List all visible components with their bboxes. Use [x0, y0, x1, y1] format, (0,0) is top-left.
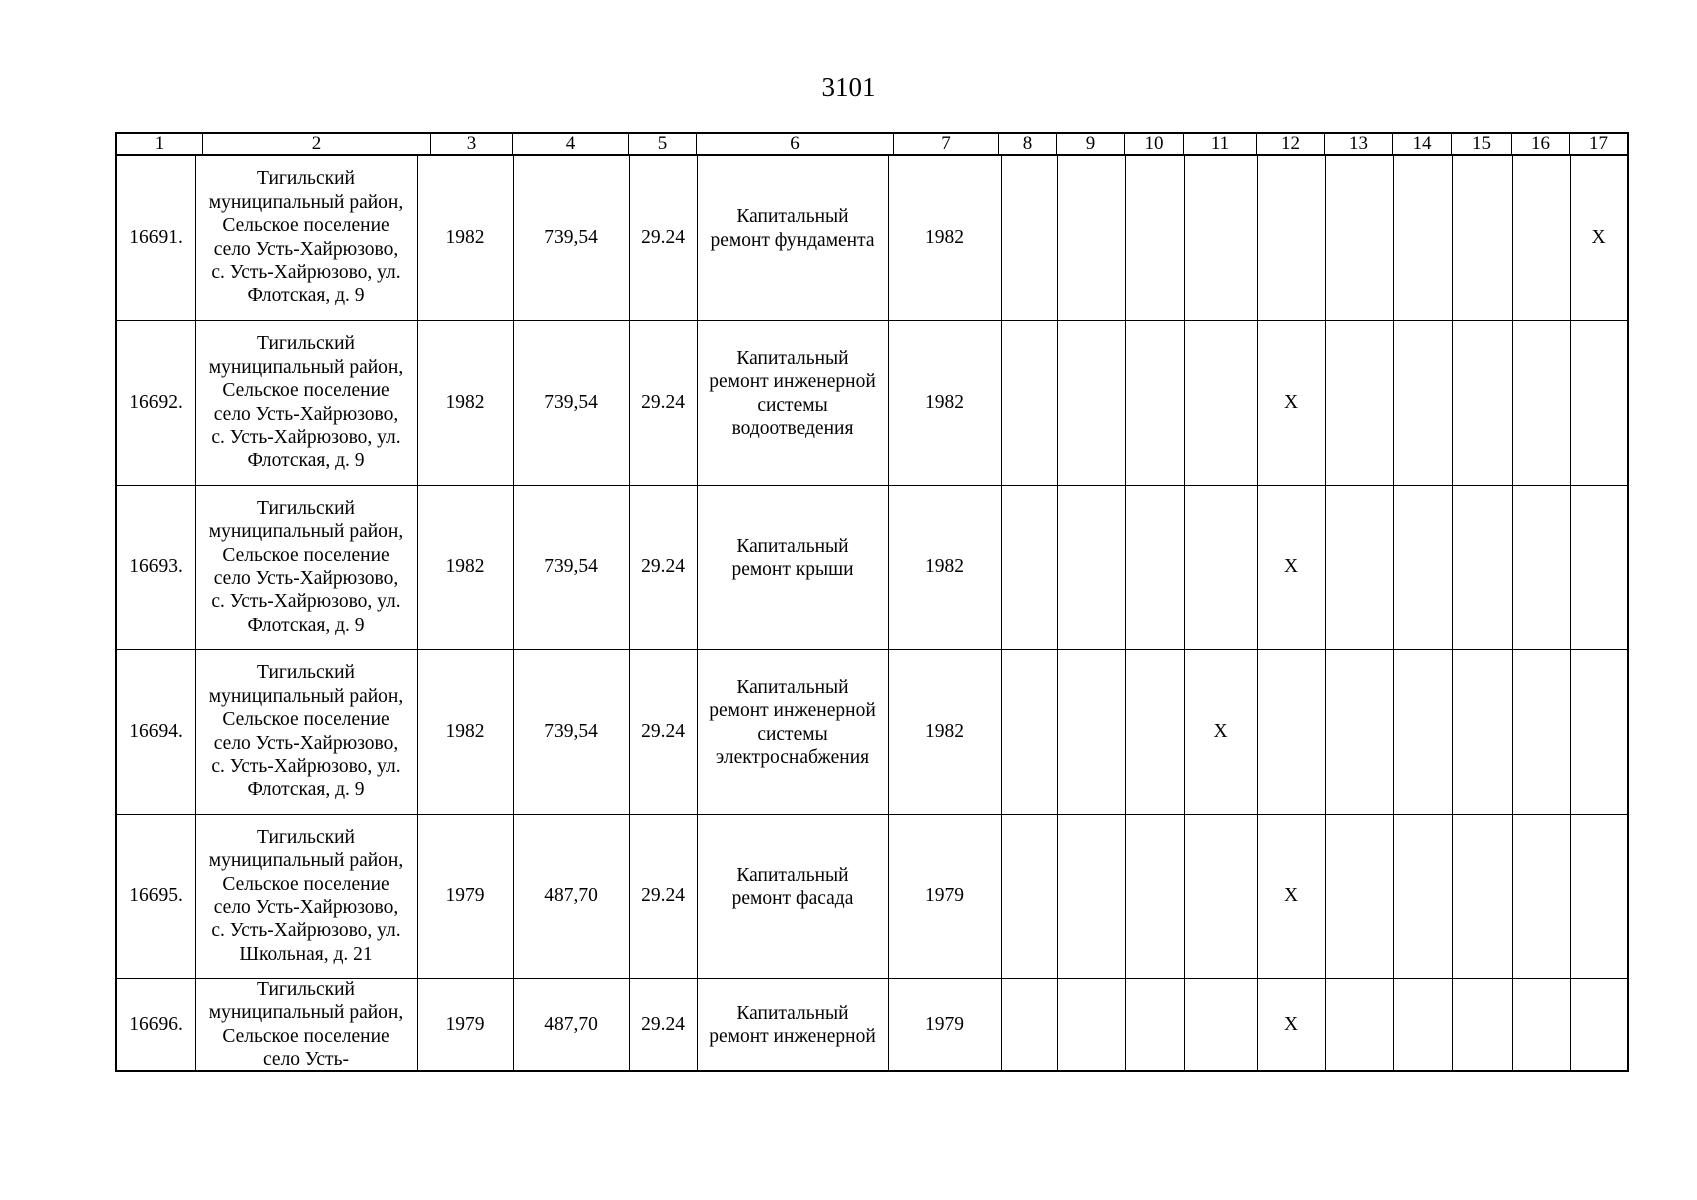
- work-type-text: Капитальный ремонт фасада: [731, 864, 854, 909]
- area-value: [513, 978, 629, 1072]
- header-col-2: 2: [203, 134, 431, 154]
- year-built: [417, 978, 513, 1072]
- code-value-text: 29.24: [641, 226, 685, 248]
- column-number-header: [115, 132, 1629, 156]
- code-value-text: 29.24: [641, 556, 685, 578]
- header-col-17: 17: [1589, 133, 1608, 154]
- header-col-11: 11: [1184, 134, 1257, 154]
- year-built: [417, 155, 513, 320]
- year-built-text: 1979: [445, 1014, 485, 1036]
- code-value: [629, 320, 697, 485]
- code-value: [629, 649, 697, 814]
- planned-year: [888, 320, 1001, 485]
- area-value-text: 487,70: [544, 885, 598, 907]
- area-value-text: 739,54: [544, 391, 598, 413]
- header-col-13: 13: [1325, 134, 1393, 154]
- header-col-16: 16: [1512, 134, 1570, 154]
- year-built-text: 1979: [445, 885, 485, 907]
- data-table: [115, 155, 1629, 1072]
- mark-col-17: [1570, 155, 1627, 320]
- area-value: [513, 649, 629, 814]
- work-type: [697, 978, 888, 1072]
- column-divider: [1393, 155, 1394, 1070]
- row-number: [117, 649, 195, 814]
- planned-year-text: 1982: [925, 391, 964, 413]
- header-col-10: 10: [1125, 134, 1184, 154]
- mark-col-12: [1257, 485, 1325, 649]
- row-number-text: 16694.: [129, 720, 183, 742]
- mark-col-12: [1257, 320, 1325, 485]
- address-cell: [195, 320, 417, 485]
- address-cell-text: Тигильский муниципальный район, Сельское поселение село Усть-Хайрюзово, с. Усть-Хайрюзово, ул. Флотская, д. 9: [208, 333, 404, 472]
- work-type-text: Капитальный ремонт инженерной: [709, 1002, 876, 1047]
- header-col-6: 6: [697, 134, 894, 154]
- year-built-text: 1982: [445, 556, 485, 578]
- planned-year-text: 1982: [925, 226, 964, 248]
- area-value-text: 739,54: [544, 556, 598, 578]
- work-type: [697, 649, 888, 814]
- address-cell-text: Тигильский муниципальный район, Сельское поселение село Усть-: [208, 979, 404, 1071]
- column-divider: [1057, 155, 1058, 1070]
- work-type: [697, 485, 888, 649]
- area-value: [513, 155, 629, 320]
- column-divider: [1512, 155, 1513, 1070]
- code-value: [629, 485, 697, 649]
- row-number-text: 16693.: [129, 556, 183, 578]
- mark-col-12: [1257, 978, 1325, 1072]
- row-number-text: 16691.: [129, 226, 183, 248]
- header-col-7: 7: [894, 134, 999, 154]
- header-col-9: 9: [1057, 134, 1125, 154]
- address-cell-text: Тигильский муниципальный район, Сельское поселение село Усть-Хайрюзово, с. Усть-Хайрюзово, ул. Флотская, д. 9: [208, 497, 404, 636]
- column-divider: [1125, 155, 1126, 1070]
- year-built-text: 1982: [445, 720, 485, 742]
- header-col-1: 1: [117, 134, 203, 154]
- address-cell: [195, 155, 417, 320]
- work-type: [697, 155, 888, 320]
- planned-year-text: 1982: [925, 556, 964, 578]
- year-built: [417, 485, 513, 649]
- row-number-text: 16692.: [129, 391, 183, 413]
- row-number-text: 16695.: [129, 885, 183, 907]
- address-cell: [195, 814, 417, 978]
- header-col-5: 5: [629, 134, 697, 154]
- planned-year-text: 1982: [925, 720, 964, 742]
- planned-year: [888, 978, 1001, 1072]
- planned-year: [888, 814, 1001, 978]
- code-value-text: 29.24: [641, 885, 685, 907]
- work-type-text: Капитальный ремонт фундамента: [710, 206, 875, 251]
- year-built: [417, 320, 513, 485]
- mark-col-12: [1257, 814, 1325, 978]
- address-cell: [195, 649, 417, 814]
- header-col-4: 4: [513, 134, 629, 154]
- code-value: [629, 155, 697, 320]
- address-cell: [195, 485, 417, 649]
- code-value-text: 29.24: [641, 391, 685, 413]
- address-cell: [195, 978, 417, 1072]
- work-type-text: Капитальный ремонт крыши: [731, 535, 854, 580]
- area-value: [513, 485, 629, 649]
- mark-col-17-text: X: [1591, 226, 1606, 248]
- work-type: [697, 814, 888, 978]
- row-number: [117, 155, 195, 320]
- column-divider: [1001, 155, 1002, 1070]
- code-value-text: 29.24: [641, 720, 685, 742]
- mark-col-11-text: X: [1213, 720, 1228, 742]
- year-built-text: 1982: [445, 226, 485, 248]
- work-type-text: Капитальный ремонт инженерной системы электроснабжения: [709, 676, 876, 768]
- planned-year: [888, 485, 1001, 649]
- code-value: [629, 814, 697, 978]
- planned-year-text: 1979: [925, 1014, 964, 1036]
- code-value: [629, 978, 697, 1072]
- page-number: 3101: [821, 72, 876, 102]
- year-built: [417, 814, 513, 978]
- column-divider: [1325, 155, 1326, 1070]
- mark-col-12-text: X: [1283, 885, 1299, 907]
- area-value-text: 739,54: [544, 226, 598, 248]
- work-type: [697, 320, 888, 485]
- year-built-text: 1982: [445, 391, 485, 413]
- area-value-text: 739,54: [544, 720, 598, 742]
- work-type-text: Капитальный ремонт инженерной системы водоотведения: [709, 347, 876, 439]
- header-col-12: 12: [1257, 134, 1325, 154]
- row-number: [117, 485, 195, 649]
- year-built: [417, 649, 513, 814]
- planned-year-text: 1979: [925, 885, 964, 907]
- header-col-15: 15: [1452, 134, 1512, 154]
- planned-year: [888, 649, 1001, 814]
- address-cell-text: Тигильский муниципальный район, Сельское поселение село Усть-Хайрюзово, с. Усть-Хайрюзово, ул. Флотская, д. 9: [208, 662, 404, 801]
- mark-col-11: [1184, 649, 1257, 814]
- mark-col-12-text: X: [1283, 1014, 1299, 1036]
- address-cell-text: Тигильский муниципальный район, Сельское поселение село Усть-Хайрюзово, с. Усть-Хайрюзово, ул. Флотская, д. 9: [208, 168, 404, 307]
- header-col-3: 3: [431, 134, 513, 154]
- mark-col-12-text: X: [1283, 556, 1299, 578]
- row-number: [117, 814, 195, 978]
- area-value: [513, 320, 629, 485]
- header-col-14: 14: [1393, 134, 1452, 154]
- area-value-text: 487,70: [544, 1014, 598, 1036]
- column-divider: [1184, 155, 1185, 1070]
- planned-year: [888, 155, 1001, 320]
- row-number-text: 16696.: [129, 1014, 183, 1036]
- column-divider: [1452, 155, 1453, 1070]
- row-number: [117, 320, 195, 485]
- area-value: [513, 814, 629, 978]
- header-col-8: 8: [999, 134, 1057, 154]
- mark-col-12-text: X: [1283, 391, 1299, 413]
- address-cell-text: Тигильский муниципальный район, Сельское поселение село Усть-Хайрюзово, с. Усть-Хайрюзово, ул. Школьная, д. 21: [208, 826, 404, 965]
- code-value-text: 29.24: [641, 1014, 685, 1036]
- row-number: [117, 978, 195, 1072]
